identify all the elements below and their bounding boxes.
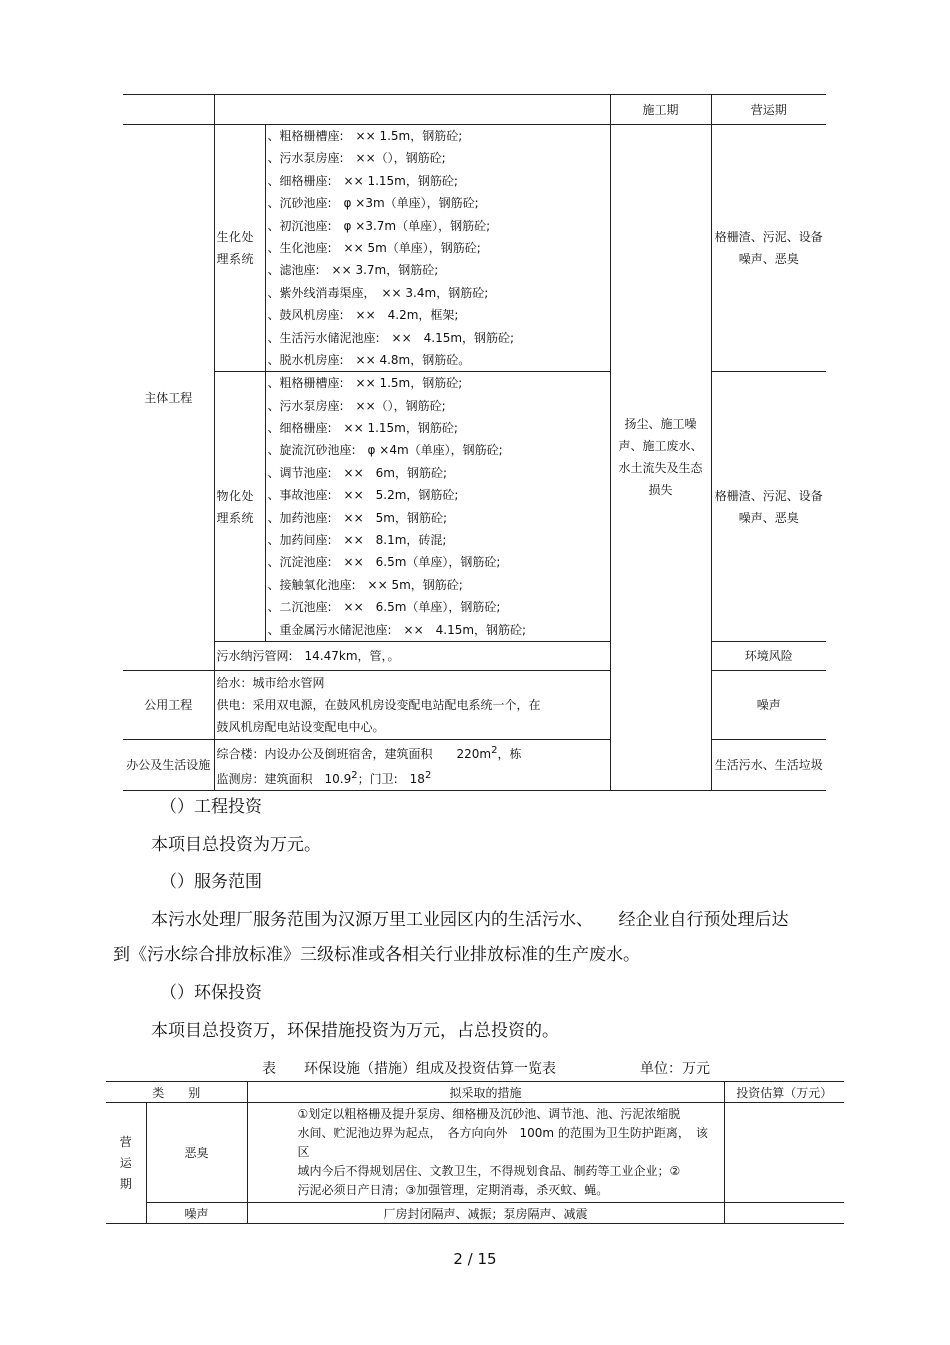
env-investment-table: [106, 1081, 844, 1224]
table-row: [106, 1203, 844, 1224]
bio-system-label: 生化处理系统: [214, 125, 265, 372]
table-row: [123, 670, 826, 739]
heading-service-scope: （）服务范围: [160, 872, 262, 892]
list-item: 、旋流沉砂池座: φ ×4m（单座），钢筋砼;: [267, 443, 503, 458]
utility-line: 鼓风机房配电站设变配电中心。: [216, 719, 385, 734]
construction-impact: 扬尘、施工噪声、施工废水、水土流失及生态损失: [610, 125, 711, 791]
header-category: 类 别: [106, 1082, 247, 1103]
list-item: 、加药池座: ×× 5m，钢筋砼;: [267, 510, 448, 525]
paragraph-investment: 本项目总投资为万元。: [151, 835, 321, 855]
list-item: ①划定以粗格栅及提升泵房、细格栅及沉砂池、调节池、池、污泥浓缩脱: [297, 1107, 681, 1121]
paragraph-service-scope-cont: 到《污水综合排放标准》三级标准或各相关行业排放标准的生产废水。: [113, 945, 640, 965]
bio-system-items: [265, 125, 610, 372]
list-item: 、沉砂池座: φ ×3m（单座），钢筋砼;: [267, 196, 479, 211]
list-item: 、细格栅座: ×× 1.15m，钢筋砼;: [267, 173, 458, 188]
pipe-network: 污水纳污管网: 14.47km，管，。: [214, 641, 610, 670]
caption-unit: 单位：万元: [640, 1061, 710, 1077]
odor-investment: [724, 1103, 844, 1203]
list-item: 、重金属污水储泥池座: ×× 4.15m，钢筋砼;: [267, 622, 527, 637]
table-header-row: [106, 1082, 844, 1103]
table-row: [123, 125, 826, 372]
paragraph-service-scope: 本污水处理厂服务范围为汉源万里工业园区内的生活污水、 经企业自行预处理后达: [151, 910, 789, 930]
pipe-operation-impact: 环境风险: [711, 641, 826, 670]
heading-investment: （）工程投资: [160, 797, 262, 817]
header-operation: 营运期: [711, 95, 826, 125]
table-row: [123, 641, 826, 670]
noise-measures: 厂房封闭隔声、减振；泵房隔声、减震: [247, 1203, 724, 1224]
list-item: 、接触氧化池座: ×× 5m，钢筋砼;: [267, 577, 463, 592]
office-operation-impact: 生活污水、生活垃圾: [711, 739, 826, 790]
list-item: 、滤池座: ×× 3.7m，钢筋砼;: [267, 263, 439, 278]
phys-operation-impact: 格栅渣、污泥、设备噪声、恶臭: [711, 372, 826, 642]
header-construction: 施工期: [610, 95, 711, 125]
main-project-label: 主体工程: [123, 125, 214, 671]
list-item: 、粗格栅槽座: ×× 1.5m，钢筋砼;: [267, 129, 463, 143]
list-item: 、沉淀池座: ×× 6.5m（单座），钢筋砼;: [267, 555, 501, 570]
bio-operation-impact: 格栅渣、污泥、设备噪声、恶臭: [711, 125, 826, 372]
list-item: 、事故池座: ×× 5.2m，钢筋砼;: [267, 488, 459, 503]
list-item: 、初沉池座: φ ×3.7m（单座），钢筋砼;: [267, 218, 491, 233]
header-measure: 拟采取的措施: [247, 1082, 724, 1103]
odor-label: 恶臭: [146, 1103, 247, 1203]
list-item: 、污水泵房座: ××（），钢筋砼;: [267, 398, 446, 413]
table-row: [123, 739, 826, 790]
noise-label: 噪声: [146, 1203, 247, 1224]
office-line: 监测房：建筑面积 10.9$^2$；门卫: $18^2$: [216, 769, 432, 786]
office-label: 办公及生活设施: [123, 739, 214, 790]
odor-measures: [247, 1103, 724, 1203]
office-detail: [214, 739, 610, 790]
list-item: 、鼓风机房座: ×× 4.2m，框架;: [267, 308, 459, 323]
phys-system-items: [265, 372, 610, 642]
header-investment: 投资估算（万元）: [724, 1082, 844, 1103]
period-label-text: 营 运 期: [119, 1134, 132, 1191]
utility-line: 给水：城市给水管网: [216, 675, 325, 690]
phys-system-label: 物化处理系统: [214, 372, 265, 642]
utility-operation-impact: 噪声: [711, 670, 826, 739]
table-row: [123, 372, 826, 642]
list-item: 、脱水机房座: ×× 4.8m，钢筋砼。: [267, 352, 471, 367]
list-item: 污泥必须日产日清；③加强管理，定期消毒，杀灭蚊、蝇。: [297, 1183, 609, 1197]
office-line: 综合楼：内设办公及倒班宿舍，建筑面积 $220m^2$，栋: [216, 744, 522, 761]
page-number: 2 / 15: [453, 1250, 497, 1268]
list-item: 、生活污水储泥池座: ×× 4.15m，钢筋砼;: [267, 330, 515, 345]
list-item: 、二沉池座: ×× 6.5m（单座），钢筋砼;: [267, 600, 501, 615]
list-item: 、加药间座: ×× 8.1m，砖混;: [267, 533, 447, 548]
list-item: 水间、贮泥池边界为起点， 各方向向外 100m 的范围为卫生防护距离， 该区: [297, 1126, 708, 1159]
utility-label: 公用工程: [123, 670, 214, 739]
project-composition-table: [123, 94, 826, 791]
list-item: 、粗格栅槽座: ×× 1.5m，钢筋砼;: [267, 376, 463, 391]
heading-env-investment: （）环保投资: [160, 983, 262, 1003]
utility-line: 供电：采用双电源，在鼓风机房设变配电站配电系统一个，在: [216, 697, 541, 712]
table-row: [106, 1103, 844, 1203]
noise-investment: [724, 1203, 844, 1224]
paragraph-env-investment: 本项目总投资万，环保措施投资为万元，占总投资的。: [151, 1021, 559, 1041]
list-item: 、污水泵房座: ××（），钢筋砼;: [267, 151, 446, 166]
list-item: 域内今后不得规划居住、文教卫生，不得规划食品、制药等工业企业；②: [297, 1164, 681, 1178]
list-item: 、调节池座: ×× 6m，钢筋砼;: [267, 465, 448, 480]
caption-title: 表 环保设施（措施）组成及投资估算一览表: [262, 1061, 556, 1077]
list-item: 、紫外线消毒渠座， ×× 3.4m，钢筋砼;: [267, 285, 489, 300]
utility-detail: [214, 670, 610, 739]
list-item: 、细格栅座: ×× 1.15m，钢筋砼;: [267, 421, 458, 436]
period-label: [106, 1103, 146, 1224]
list-item: 、生化池座: ×× 5m（单座），钢筋砼;: [267, 240, 481, 255]
table-header-row: [123, 95, 826, 125]
